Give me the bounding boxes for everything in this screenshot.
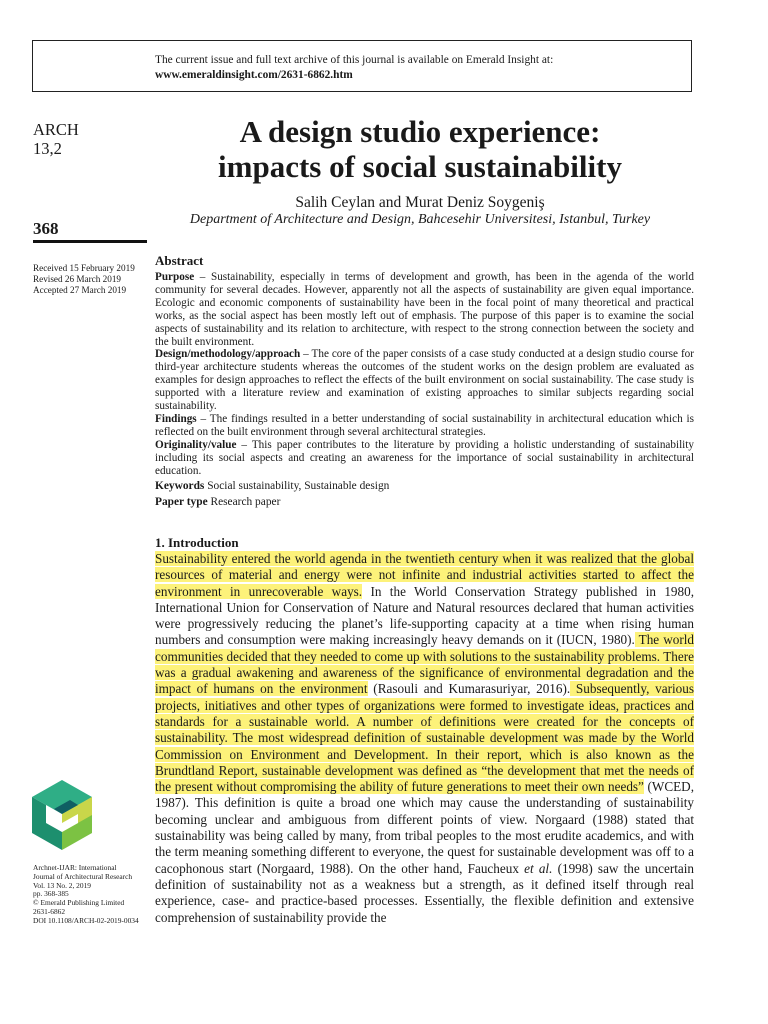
- paper-type-label: Paper type: [155, 496, 208, 508]
- body-text: (Rasouli and Kumarasuriyar, 2016).: [367, 681, 571, 697]
- abstract-label: Originality/value: [155, 438, 237, 451]
- abstract-purpose: [155, 271, 694, 348]
- journal-id: [33, 120, 79, 158]
- meta-line: Archnet-IJAR: International: [33, 863, 117, 872]
- meta-line: Journal of Architectural Research: [33, 871, 133, 881]
- notice-line: The current issue and full text archive of this journal is available on Emerald Insight at:: [155, 54, 554, 66]
- meta-line: 2631-6862: [33, 906, 66, 916]
- date-revised: Revised 26 March 2019: [33, 274, 122, 284]
- page-number: 368: [33, 219, 59, 238]
- abstract-findings: [155, 413, 694, 439]
- journal-volume: 13,2: [33, 139, 62, 158]
- body-text-italic: et al.: [524, 860, 553, 876]
- meta-line: Vol. 13 No. 2, 2019: [33, 880, 91, 890]
- abstract-label: Purpose: [155, 271, 195, 283]
- abstract-label: Design/methodology/approach: [155, 348, 301, 361]
- affiliation: Department of Architecture and Design, Bahcesehir Universitesi, Istanbul, Turkey: [189, 212, 651, 227]
- abstract-text: – Sustainability, especially in terms of development and growth, has been in the agenda of the world community for several decades. However, apparently not all the aspects of sustainability are given equal importance. Ecologic and economic components of sustainability have been in the focal point of many theoretical and practical works, as the social aspect has been mostly left out of emphasis. The purpose of this paper is to examine the social aspects of sustainability and its relation to architecture, with respect to the strong connection between the society and the built environment.: [155, 271, 694, 348]
- date-received: Received 15 February 2019: [33, 263, 135, 273]
- highlighted-text[interactable]: The world communities decided that they needed to come up with solutions to the sustainability problems. There was a gradual awakening and awareness of the significance of environmental degradation and the impact of humans on the environment: [155, 632, 694, 697]
- body-text: In the World Conservation Strategy published in 1980, International Union for Conservation of Nature and Natural resources declared that human activities were progressively reducing the planet’s life-supporting capacity at a time when rising human numbers and consumption were making increasingly heavy demands on it (IUCN, 1980).: [155, 583, 694, 648]
- paper-type: [155, 496, 280, 508]
- authors: Salih Ceylan and Murat Deniz Soygeniş: [295, 194, 545, 211]
- article-dates: [33, 263, 135, 296]
- date-accepted: Accepted 27 March 2019: [33, 285, 127, 295]
- section-heading: 1. Introduction: [155, 535, 239, 550]
- keywords: [155, 480, 389, 492]
- title-line: A design studio experience:: [239, 114, 601, 149]
- abstract-text: – This paper contributes to the literature by providing a holistic understanding of sustainability including its social aspects and creating an awareness for the importance of social sustainability in architectural education.: [155, 438, 694, 477]
- keywords-text: Social sustainability, Sustainable design: [204, 480, 390, 492]
- introduction-body: [155, 551, 694, 926]
- meta-line: pp. 368-385: [33, 889, 69, 899]
- highlighted-text[interactable]: Subsequently, various projects, initiatives and other types of organizations were formed to investigate ideas, practices and standards for a sustainable world.: [155, 681, 694, 729]
- title-line: impacts of social sustainability: [218, 149, 622, 184]
- abstract-body: [155, 271, 694, 478]
- abstract-design: [155, 348, 694, 413]
- abstract-originality: [155, 439, 694, 478]
- body-text: (1998) saw the uncertain definition of sustainability not as a weakness but a strength, as it defined itself through real experience, case- and practice-based processes. Essentially, the flexible definition and extensive comprehension of sustainability provide the: [155, 860, 694, 925]
- journal-notice-box: [32, 40, 692, 92]
- abstract-heading: Abstract: [155, 253, 204, 268]
- body-text: (WCED, 1987). This definition is quite a broad one which may cause the understanding of sustainability becoming unclear and ambiguous from different points of view. Norgaard (1988) stated that sustainability was being called by many, from tribal peoples to the most erudite academics, and with the term meaning something different to everyone, the quest for sustainable development was off to a cacophonous start (Norgaard, 1988). On the other hand, Faucheux: [155, 779, 694, 876]
- keywords-label: Keywords: [155, 480, 205, 492]
- abstract-label: Findings: [155, 412, 197, 425]
- highlighted-text[interactable]: Sustainability entered the world agenda in the twentieth century when it was realized that the global resources of material and energy were not infinite and industrial activities started to affect the environment in unrecoverable ways.: [155, 551, 694, 599]
- doi[interactable]: DOI 10.1108/ARCH-02-2019-0034: [33, 915, 139, 925]
- emerald-logo-icon: [30, 778, 94, 852]
- abstract-text: – The findings resulted in a better understanding of social sustainability in architectural education which is reflected on the built environment through several architectural strategies.: [155, 412, 694, 438]
- journal-abbrev: ARCH: [33, 120, 79, 139]
- margin-rule: [33, 240, 147, 243]
- abstract-text: – The core of the paper consists of a case study conducted at a design studio course for third-year architecture students whereas the outcomes of the student works on the design problem are evaluated as examples for design approaches to reflect the effects of the built environment on social sustainability. The case study is supported with a literature review and examination of existing approaches to similar subjects regarding social sustainability.: [155, 348, 694, 413]
- paper-title: [150, 114, 690, 184]
- journal-url[interactable]: www.emeraldinsight.com/2631-6862.htm: [155, 69, 353, 81]
- journal-metadata: [33, 864, 139, 926]
- highlighted-text[interactable]: A number of definitions were created for the concepts of sustainability. The most widespread definition of sustainable development was made by the World Commission on Environment and Development. In their report, which is also known as the Brundtland Report, sustainable development was defined as “the development that met the needs of the present without compromising the ability of future generations to meet their own needs”: [155, 713, 694, 795]
- paper-type-text: Research paper: [207, 496, 281, 508]
- meta-line: © Emerald Publishing Limited: [33, 898, 125, 908]
